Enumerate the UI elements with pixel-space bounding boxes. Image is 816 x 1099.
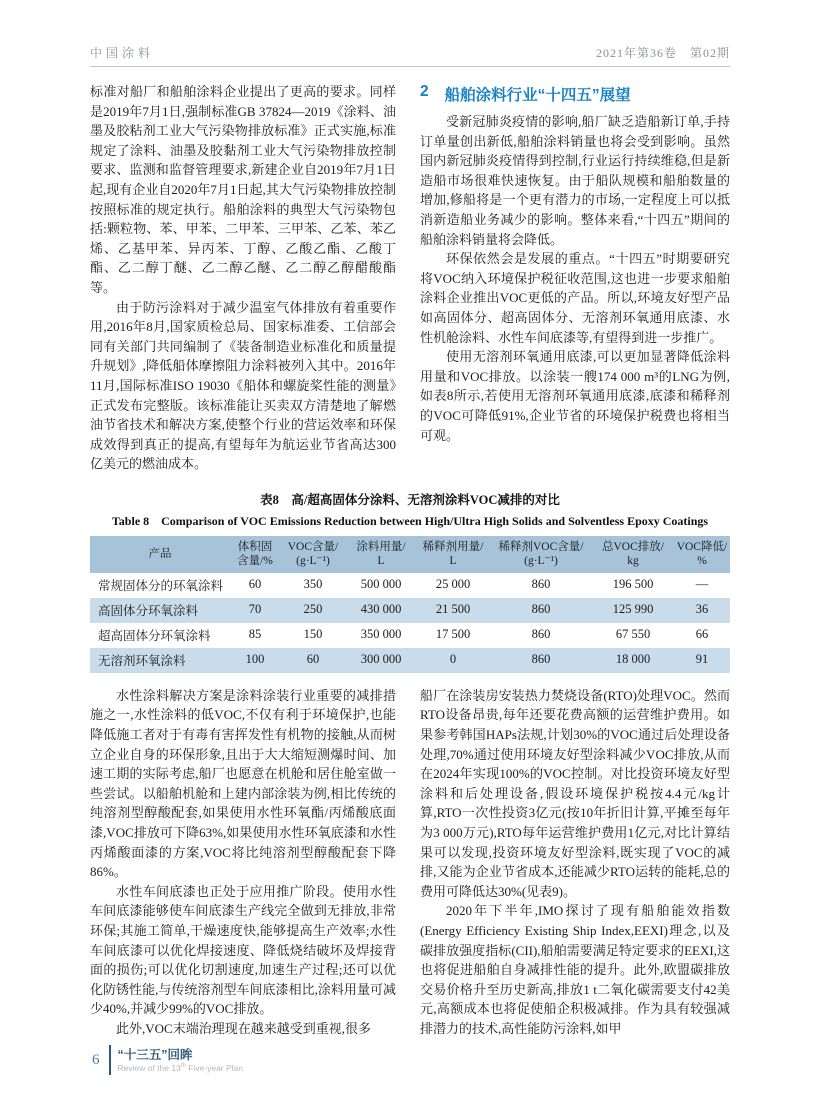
cell-value: 250 [303, 602, 323, 617]
body-paragraph: 水性车间底漆也正处于应用推广阶段。使用水性车间底漆能够使车间底漆生产线完全做到无排放,非常环保;其施工简单,干燥速度快,能够提高生产效率;水性车间底漆可以优化焊接速度、降低烧结破坏及焊接背面的损伤;可以优化切割速度,加速生产过程;还可以优化防锈性能,与传统溶剂型车间底漆相比,涂料用量可减少40%,并减少99%的VOC排放。 [90, 883, 396, 1017]
cell-value: 66 [695, 627, 709, 642]
cell-value: 860 [531, 577, 551, 592]
cell-value: 36 [695, 602, 709, 617]
cell-value: 150 [303, 627, 323, 642]
cell-value: 860 [531, 652, 551, 667]
cell-value: 860 [531, 627, 551, 642]
voc-comparison-table [90, 536, 730, 673]
section-heading [420, 83, 730, 105]
footer-section-title-cn: “十三五”回眸 [117, 1047, 193, 1062]
table8-block [90, 490, 730, 673]
body-paragraph: 此外,VOC末端治理现在越来越受到重视,很多 [116, 1020, 371, 1036]
header-divider [90, 66, 730, 67]
cell-value: 430 000 [360, 602, 402, 617]
footer-divider-bar [109, 1045, 111, 1075]
page-footer [92, 1045, 243, 1075]
cell-value: 860 [531, 602, 551, 617]
body-paragraph: 船厂在涂装房安装热力焚烧设备(RTO)处理VOC。然而RTO设备昂贵,每年还要花费高额的运营维护费用。如果参考韩国HAPs法规,计划30%的VOC通过后处理设备处理,70%通过使用环境友好型涂料减少VOC排放,从而在2024年实现100%的VOC控制。对比投资环境友好型涂料和后处理设备,假设环境保护税按4.4元/kg计算,RTO一次性投资3亿元(按10年折旧计算,平摊至每年为3 000万元),RTO每年运营维护费用1亿元,对比计算结果可以发现,投资环境友好型涂料,既实现了VOC的减排,又能为企业节省成本,还能减少RTO运转的能耗,总的费用可降低达30%(见表9)。 [420, 687, 730, 899]
right-column-top [420, 82, 730, 474]
footer-titles [118, 1048, 244, 1073]
cell-product: 超高固体分环氧涂料 [98, 628, 211, 643]
cell-value: 350 [303, 577, 323, 592]
cell-value: 17 500 [435, 627, 471, 642]
journal-name: 中国涂料 [90, 46, 155, 60]
body-paragraph: 由于防污涂料对于减少温室气体排放有着重要作用,2016年8月,国家质检总局、国家标准委、工信部会同有关部门共同编制了《装备制造业标准化和质量提升规划》,降低船体摩擦阻力涂料被列入其中。2016年11月,国际标准ISO 19030《船体和螺旋桨性能的测量》正式发布完整版。该标准能让买卖双方清楚地了解燃油节省技术和解决方案,使整个行业的营运效率和环保成效得到真正的提高,有望每年为航运业节省高达300亿美元的燃油成本。 [90, 299, 396, 472]
body-paragraph: 环保依然会是发展的重点。“十四五”时期要研究将VOC纳入环境保护税征收范围,这也进一步要求船舶涂料企业推出VOC更低的产品。所以,环境友好型产品如高固体分、超高固体分、无溶剂环氧通用底漆、水性机舱涂料、水性车间底漆等,有望得到进一步推广。 [420, 251, 730, 345]
section-number: 2 [420, 83, 429, 100]
body-paragraph: 2020年下半年,IMO探讨了现有船舶能效指数(Energy Efficiency Existing Ship Index,EEXI)理念,以及碳排放强度指标(CII),船舶需要满足特定要求的EEXI,这也将促进船舶自身减排性能的提升。此外,欧盟碳排放交易价格升至历史新高,排放1 t二氧化碳需要支付42美元,高额成本也将促使船企积极减排。作为具有较强减排潜力的技术,高性能防污涂料,如甲 [420, 903, 730, 1036]
cell-value: 100 [245, 652, 265, 667]
left-column-top [90, 82, 396, 474]
cell-value: 196 500 [612, 577, 654, 592]
cell-value: 25 000 [435, 577, 471, 592]
table-header [90, 536, 730, 573]
section-title: 船舶涂料行业“十四五”展望 [444, 87, 631, 104]
col-header-thinner-usage: 稀释剂用量/ L [416, 536, 490, 573]
cell-value: 125 990 [612, 602, 654, 617]
cell-value: 60 [306, 652, 320, 667]
col-header-product: 产品 [90, 536, 230, 573]
cell-value: 500 000 [360, 577, 402, 592]
table-row [90, 623, 730, 648]
footer-section-title-en: Review of the 13th Five-year Plan [117, 1062, 244, 1073]
cell-value: — [695, 577, 709, 592]
issue-info: 2021年第36卷 第02期 [595, 46, 730, 60]
col-header-voc-reduction: VOC降低/ % [674, 536, 730, 573]
body-paragraph: 使用无溶剂环氧通用底漆,可以更加显著降低涂料用量和VOC排放。以涂装一艘174 000 m³的LNG为例,如表8所示,若使用无溶剂环氧通用底漆,底漆和稀释剂的VOC可降低91%,企业节省的环境保护税费也将相当可观。 [420, 349, 730, 443]
top-columns [90, 82, 730, 474]
table-row [90, 648, 730, 673]
table-title-cn: 表8 高/超高固体分涂料、无溶剂涂料VOC减排的对比 [260, 492, 560, 507]
col-header-total-voc: 总VOC排放/ kg [592, 536, 674, 573]
bottom-columns [90, 686, 730, 1039]
col-header-paint-usage: 涂料用量/ L [346, 536, 416, 573]
cell-value: 21 500 [435, 602, 471, 617]
right-column-bottom [420, 686, 730, 1039]
cell-value: 300 000 [360, 652, 402, 667]
col-header-volume-solids: 体积固 含量/% [230, 536, 280, 573]
cell-value: 0 [449, 652, 457, 667]
cell-product: 常规固体分的环氧涂料 [98, 578, 224, 593]
page-number: 6 [92, 1051, 100, 1068]
col-header-voc-content: VOC含量/ (g·L⁻¹) [280, 536, 346, 573]
cell-value: 60 [248, 577, 262, 592]
cell-value: 85 [248, 627, 262, 642]
table-row [90, 573, 730, 598]
cell-value: 91 [695, 652, 709, 667]
cell-value: 70 [248, 602, 262, 617]
cell-value: 67 550 [615, 627, 651, 642]
left-column-bottom [90, 686, 396, 1039]
table-row [90, 598, 730, 623]
body-paragraph: 受新冠肺炎疫情的影响,船厂缺乏造船新订单,手持订单量创出新低,船舶涂料销量也将会受到影响。虽然国内新冠肺炎疫情得到控制,行业运行持续维稳,但是新造船市场很难快速恢复。由于船队规模和船舶数量的增加,修船将是一个更有潜力的市场,一定程度上可以抵消新造船业务减少的影响。整体来看,“十四五”期间的船舶涂料销量将会降低。 [420, 114, 730, 247]
col-header-thinner-voc: 稀释剂VOC含量/ (g·L⁻¹) [490, 536, 592, 573]
body-paragraph: 标准对船厂和船舶涂料企业提出了更高的要求。同样是2019年7月1日,强制标准GB 37824—2019《涂料、油墨及胶粘剂工业大气污染物排放标准》正式实施,标准规定了涂料、油墨及胶黏剂工业大气污染物排放控制要求、监测和监督管理要求,新建企业自2019年7月1日起,现有企业自2020年7月1日起,其大气污染物排放控制按照标准的规定执行。船舶涂料的典型大气污染物包括:颗粒物、苯、甲苯、二甲苯、三甲苯、乙苯、苯乙烯、乙基甲苯、异丙苯、丁醇、乙酸乙酯、乙酸丁酯、乙二醇丁醚、乙二醇乙醚、乙二醇乙醇醋酸酯等。 [90, 84, 396, 295]
body-paragraph: 水性涂料解决方案是涂料涂装行业重要的减排措施之一,水性涂料的低VOC,不仅有利于环境保护,也能降低施工者对于有毒有害挥发性有机物的接触,从而树立企业自身的环保形象,且出于大大缩短测爆时间、加速工期的实际考虑,船厂也愿意在机舱和居住舱室做一些尝试。以船舶机舱和上建内部涂装为例,相比传统的纯溶剂型醇酸配套,如果使用水性环氧酯/丙烯酸底面漆,VOC排放可下降63%,如果使用水性环氧底漆和水性丙烯酸面漆的方案,VOC将比纯溶剂型醇酸配套下降86%。 [90, 687, 396, 880]
cell-product: 高固体分环氧涂料 [98, 603, 199, 618]
cell-value: 18 000 [615, 652, 651, 667]
cell-value: 350 000 [360, 627, 402, 642]
table-title-en: Table 8 Comparison of VOC Emissions Reduction between High/Ultra High Solids and Solventless Epoxy Coatings [111, 513, 709, 528]
cell-product: 无溶剂环氧涂料 [98, 653, 186, 668]
running-header [90, 44, 730, 61]
